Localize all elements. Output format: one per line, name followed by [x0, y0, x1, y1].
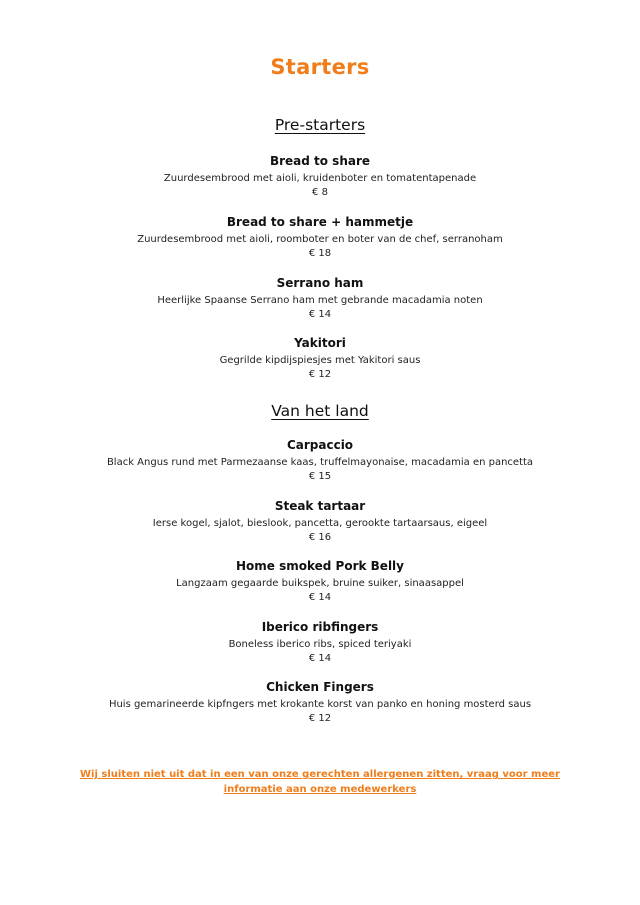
item-description: Gegrilde kipdijspiesjes met Yakitori saus [219, 355, 421, 366]
menu-item [0, 214, 640, 261]
section-heading-pre-starters: Pre-starters [274, 116, 366, 134]
item-price: € 12 [308, 369, 332, 380]
menu-item [0, 437, 640, 484]
item-name: Bread to share + hammetje [226, 215, 414, 229]
item-name: Yakitori [294, 336, 346, 350]
item-name: Chicken Fingers [266, 680, 374, 694]
item-description: Zuurdesembrood met aioli, roomboter en boter van de chef, serranoham [137, 234, 503, 245]
item-name: Iberico ribfingers [261, 620, 379, 634]
allergen-disclaimer: Wij sluiten niet uit dat in een van onze gerechten allergenen zitten, vraag voor meer informatie aan onze medewerkers [80, 769, 560, 795]
item-price: € 15 [308, 471, 332, 482]
item-name: Home smoked Pork Belly [235, 559, 404, 573]
item-price: € 14 [308, 309, 332, 320]
menu-item [0, 153, 640, 200]
item-description: Black Angus rund met Parmezaanse kaas, truffelmayonaise, macadamia en pancetta [106, 457, 534, 468]
item-name: Bread to share [269, 154, 371, 168]
item-name: Carpaccio [286, 438, 354, 452]
item-description: Huis gemarineerde kipfngers met krokante korst van panko en honing mosterd saus [108, 699, 532, 710]
item-price: € 16 [308, 532, 332, 543]
section-heading-van-het-land: Van het land [271, 402, 369, 420]
item-price: € 12 [308, 713, 332, 724]
item-name: Serrano ham [276, 276, 364, 290]
item-name: Steak tartaar [274, 499, 366, 513]
item-price: € 18 [308, 248, 332, 259]
item-description: Boneless iberico ribs, spiced teriyaki [228, 639, 412, 650]
menu-item [0, 335, 640, 382]
menu-item [0, 558, 640, 605]
menu-item [0, 679, 640, 726]
menu-item [0, 619, 640, 666]
item-price: € 14 [308, 592, 332, 603]
item-price: € 8 [312, 187, 328, 198]
page-title: Starters [270, 55, 370, 79]
item-description: Zuurdesembrood met aioli, kruidenboter en tomatentapenade [163, 173, 477, 184]
menu-item [0, 275, 640, 322]
item-description: Ierse kogel, sjalot, bieslook, pancetta, gerookte tartaarsaus, eigeel [152, 518, 488, 529]
item-description: Langzaam gegaarde buikspek, bruine suiker, sinaasappel [176, 578, 464, 589]
item-price: € 14 [308, 653, 332, 664]
item-description: Heerlijke Spaanse Serrano ham met gebrande macadamia noten [157, 295, 483, 306]
menu-item [0, 498, 640, 545]
